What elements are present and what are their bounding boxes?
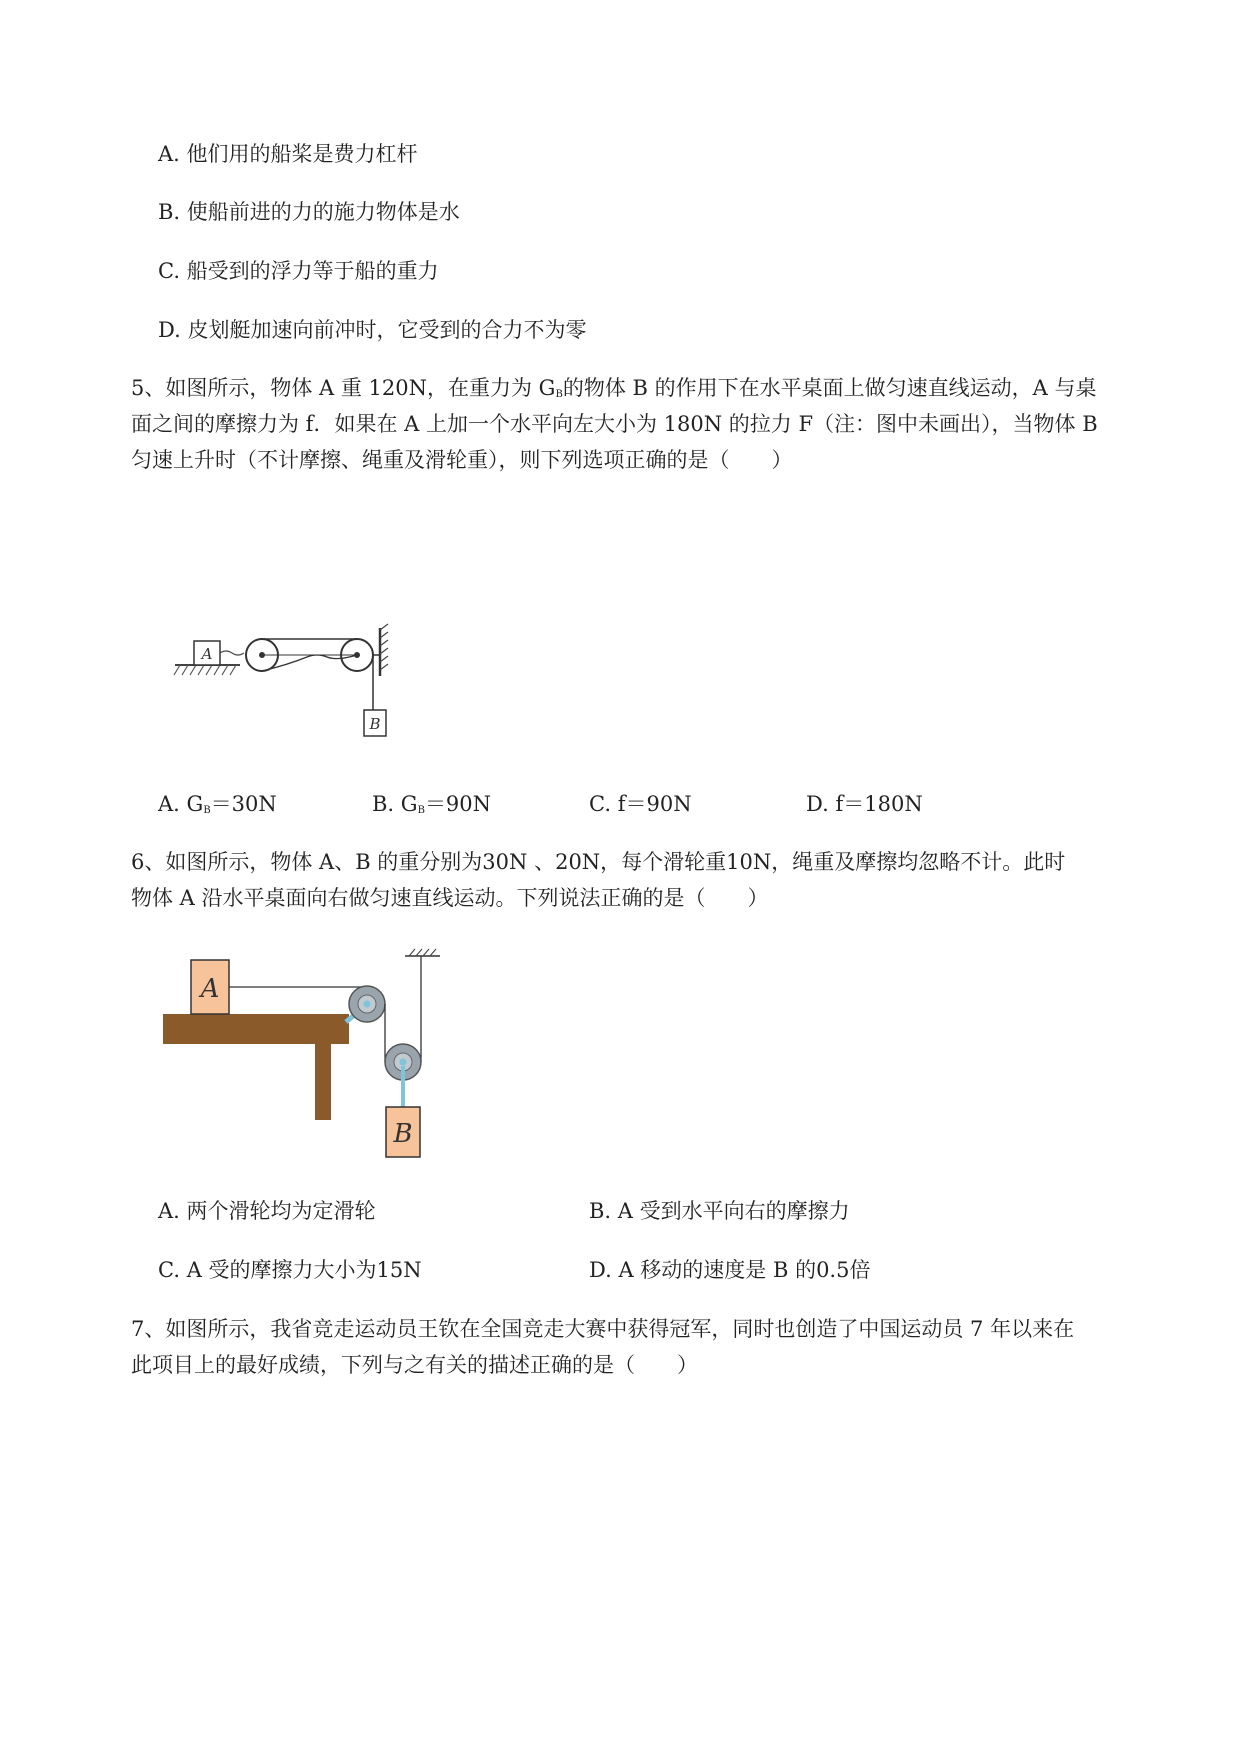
- option-symbol: G: [400, 792, 418, 816]
- q7-stem-line-1: 7、如图所示，我省竞走运动员王钦在全国竞走大赛中获得冠军，同时也创造了中国运动员 7 年以来在: [131, 1317, 1075, 1341]
- block-a-label: A: [200, 974, 220, 1004]
- option-value: ＝90N: [625, 792, 692, 816]
- q5-stem-line-3: 匀速上升时（不计摩擦、绳重及滑轮重），则下列选项正确的是（ ）: [131, 448, 793, 472]
- option-label: B.: [158, 200, 181, 224]
- option-value: ＝90N: [424, 792, 492, 816]
- q5-stem-line-2: 面之间的摩擦力为 f．如果在 A 上加一个水平向左大小为 180N 的拉力 F（注：图中未画出），当物体 B: [131, 412, 1098, 436]
- option-label: C.: [158, 1258, 180, 1282]
- option-label: B.: [589, 1199, 612, 1223]
- ceiling-hatch: [409, 949, 436, 956]
- option-text: 两个滑轮均为定滑轮: [186, 1199, 376, 1223]
- option-symbol: G: [186, 792, 204, 816]
- q4-option-d: [158, 316, 586, 344]
- q6-option-d: [589, 1256, 870, 1284]
- option-label: D.: [158, 318, 181, 342]
- q6-option-a: [158, 1197, 376, 1225]
- q4-option-b: [158, 198, 460, 226]
- q6-option-c: [158, 1256, 422, 1284]
- q5-stem-text: 的物体 B 的作用下在水平桌面上做匀速直线运动，A 与桌: [562, 376, 1097, 400]
- option-label: A.: [158, 1199, 180, 1223]
- option-text: A 受的摩擦力大小为15N: [186, 1258, 422, 1282]
- q6-option-b: [589, 1197, 850, 1225]
- ground-hatch: [174, 665, 236, 675]
- subscript: B: [417, 805, 425, 816]
- pulley-axle: [364, 1001, 371, 1008]
- q5-stem-text: 5、如图所示，物体 A 重 120N，在重力为 G: [131, 376, 556, 400]
- option-text: 使船前进的力的施力物体是水: [186, 200, 460, 224]
- q6-stem-line-2: 物体 A 沿水平桌面向右做匀速直线运动。下列说法正确的是（ ）: [131, 886, 769, 910]
- option-label: C.: [158, 259, 180, 283]
- q5-stem-line-1: [131, 374, 1096, 409]
- q5-option-a: [158, 790, 277, 825]
- option-value: ＝30N: [210, 792, 277, 816]
- option-value: ＝180N: [843, 792, 923, 816]
- block-b-label: B: [369, 715, 381, 733]
- option-label: A.: [158, 792, 180, 816]
- q5-option-c: [589, 790, 692, 818]
- option-text: A 移动的速度是 B 的0.5倍: [618, 1258, 871, 1282]
- option-symbol: f: [835, 792, 844, 816]
- option-text: A 受到水平向右的摩擦力: [617, 1199, 850, 1223]
- option-label: A.: [158, 142, 180, 166]
- subscript: B: [555, 389, 563, 400]
- option-text: 船受到的浮力等于船的重力: [186, 259, 439, 283]
- q6-pulley-diagram: [160, 944, 450, 1164]
- q6-stem-line-1: 6、如图所示，物体 A、B 的重分别为30N 、20N，每个滑轮重10N，绳重及摩擦均忽略不计。此时: [131, 850, 1066, 874]
- rope: [220, 651, 244, 655]
- block-a-label: A: [201, 645, 213, 663]
- q5-option-d: [806, 790, 923, 818]
- option-text: 皮划艇加速向前冲时，它受到的合力不为零: [187, 318, 587, 342]
- option-label: C.: [589, 792, 611, 816]
- option-label: D.: [806, 792, 829, 816]
- pulley-axle: [400, 1059, 407, 1066]
- table-leg: [315, 1034, 331, 1120]
- option-symbol: f: [617, 792, 626, 816]
- option-text: 他们用的船桨是费力杠杆: [186, 142, 418, 166]
- block-b-label: B: [393, 1119, 413, 1149]
- q4-option-c: [158, 257, 439, 285]
- q4-option-a: [158, 140, 418, 168]
- subscript: B: [203, 805, 211, 816]
- option-label: B.: [372, 792, 395, 816]
- q5-option-b: [372, 790, 491, 825]
- option-label: D.: [589, 1258, 612, 1282]
- q7-stem-line-2: 此项目上的最好成绩，下列与之有关的描述正确的是（ ）: [131, 1353, 698, 1377]
- q5-pulley-diagram: [170, 620, 400, 745]
